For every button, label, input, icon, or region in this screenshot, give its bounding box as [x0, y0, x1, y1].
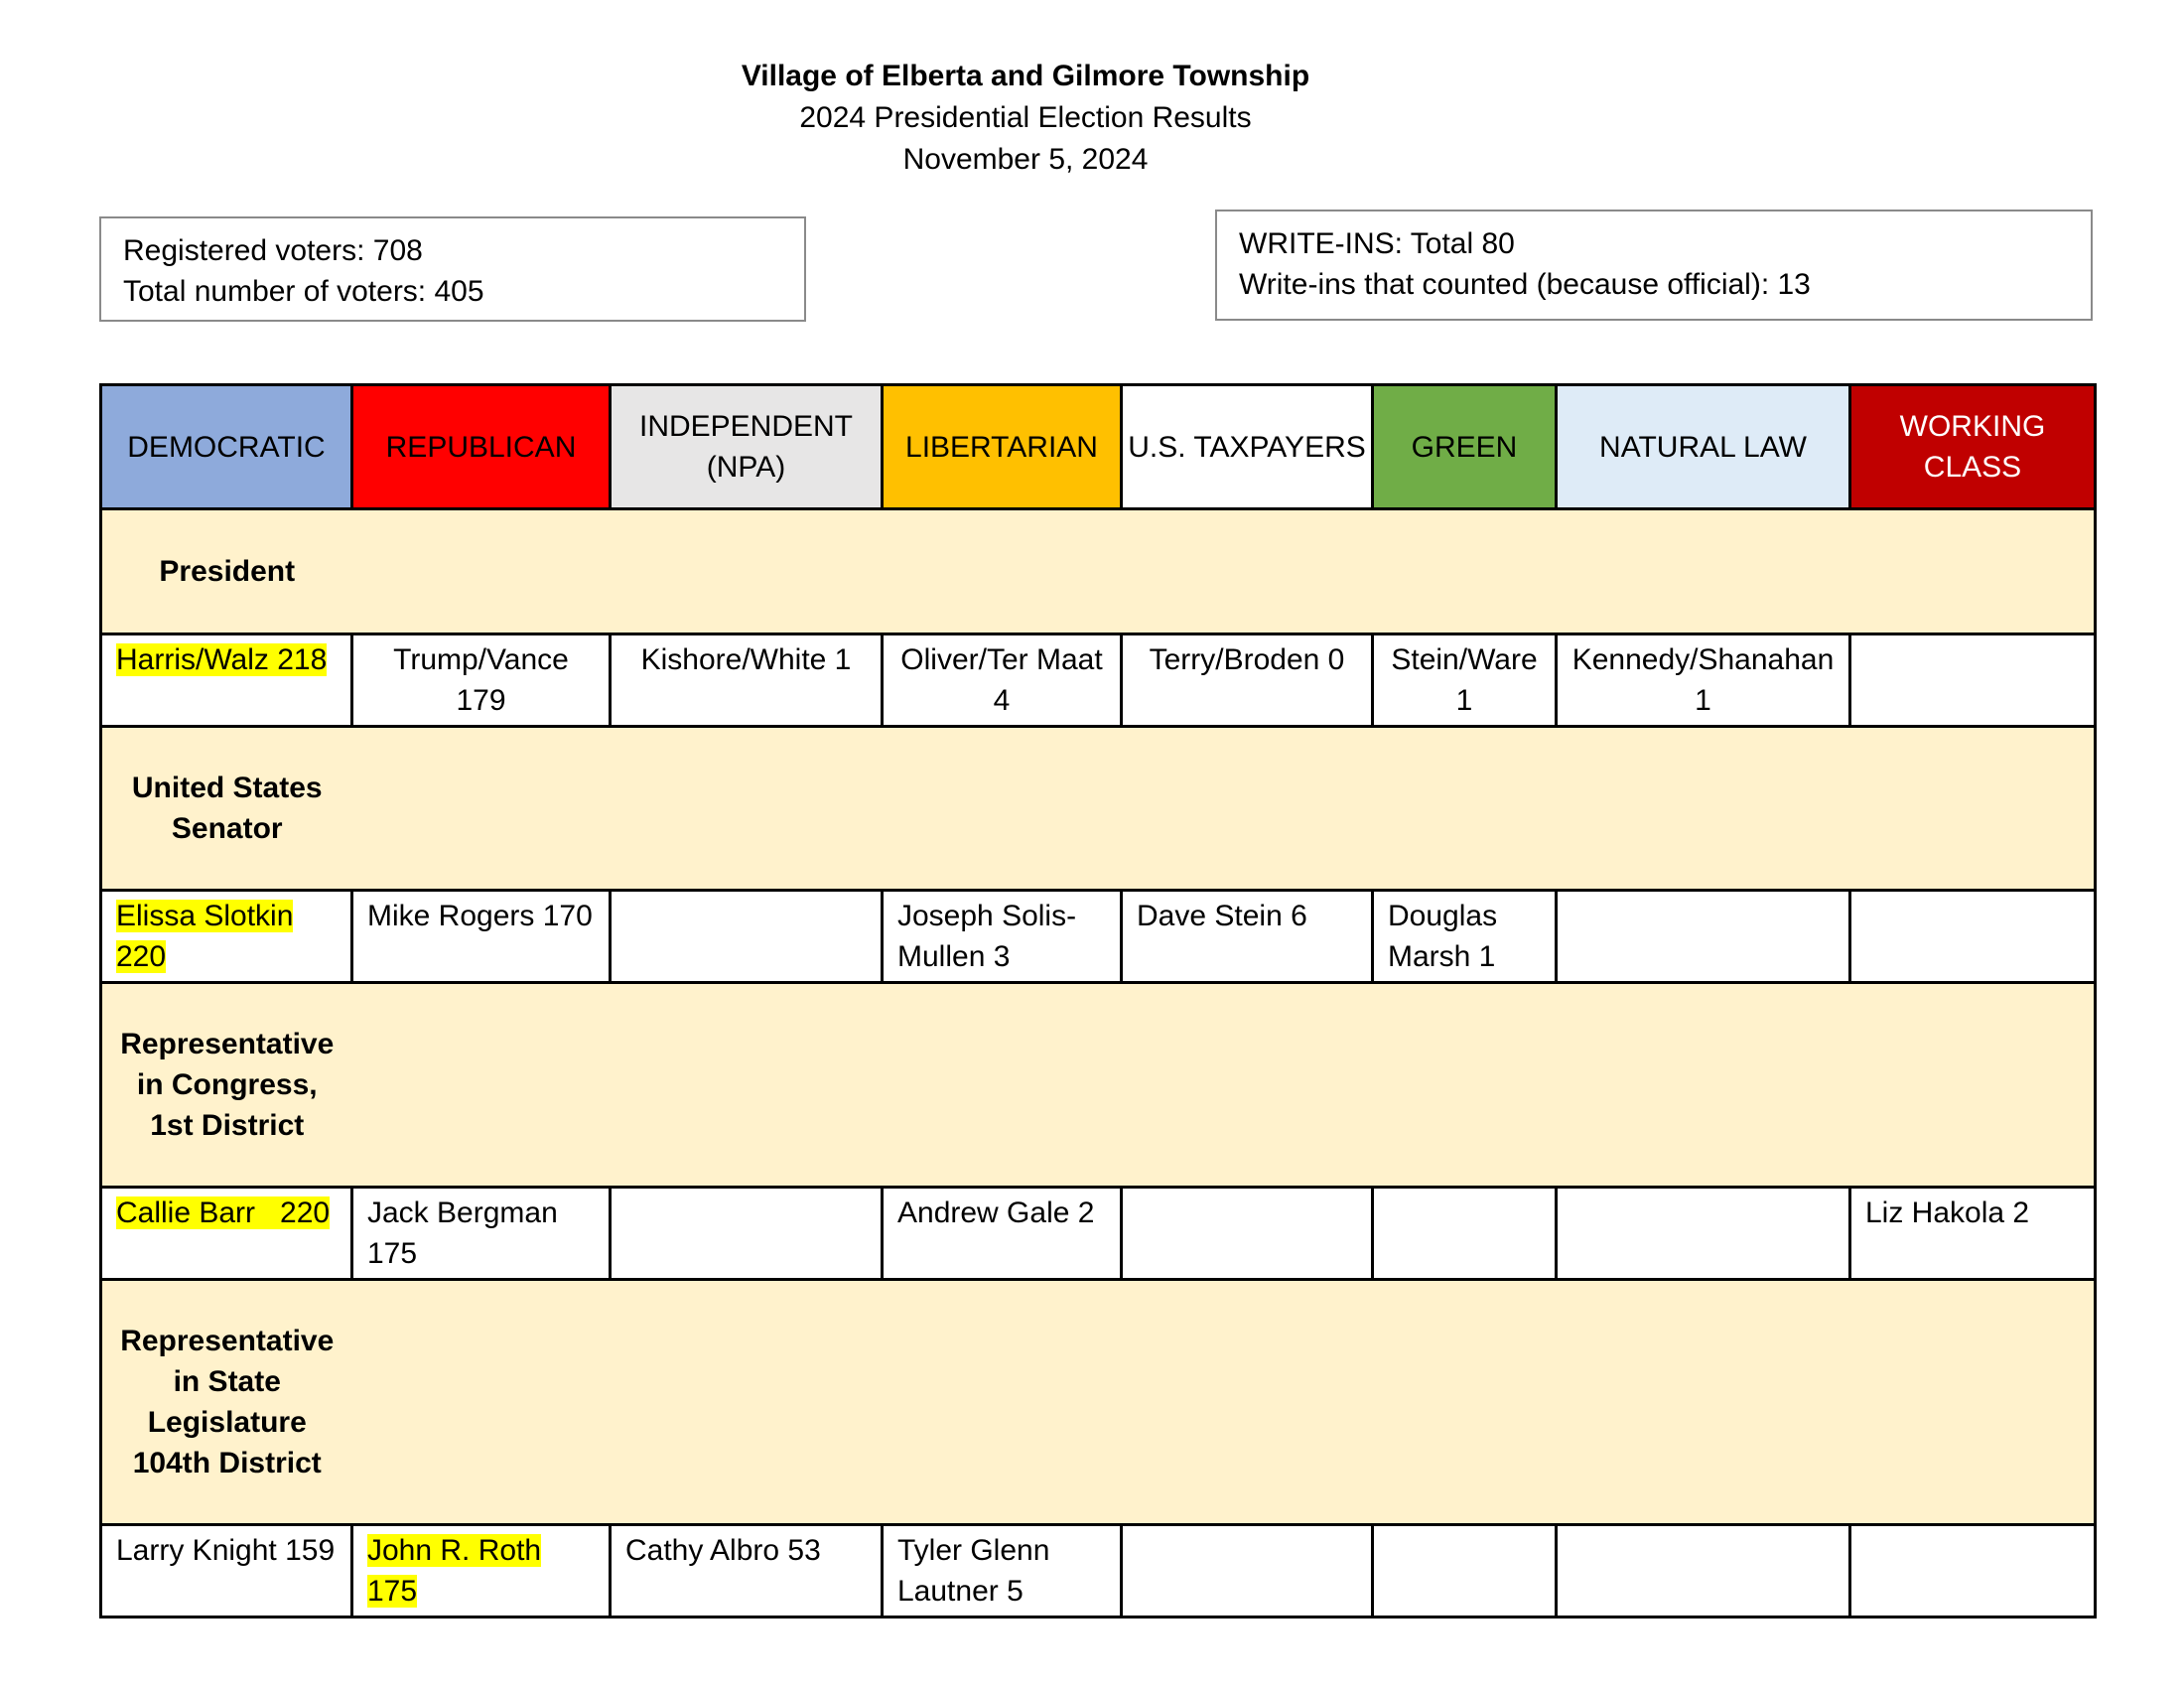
party-header-republican: REPUBLICAN: [352, 385, 611, 509]
winner-highlight: Elissa Slotkin 220: [116, 900, 294, 973]
candidate-cell: Kishore/White 1: [611, 634, 883, 727]
total-voters: Total number of voters: 405: [123, 275, 484, 308]
office-label: Representative in State Legislature 104th District: [101, 1280, 352, 1525]
voter-count-box: [99, 216, 806, 322]
candidate-cell: Oliver/Ter Maat 4: [883, 634, 1122, 727]
candidate-cell: [1373, 1188, 1557, 1280]
candidate-cell: [611, 1188, 883, 1280]
candidate-cell: Terry/Broden 0: [1122, 634, 1373, 727]
party-header-green: GREEN: [1373, 385, 1557, 509]
winner-highlight: John R. Roth 175: [367, 1534, 542, 1608]
winner-highlight: Callie Barr 220: [116, 1196, 331, 1229]
write-ins-counted: Write-ins that counted (because official): 13: [1239, 268, 1811, 301]
candidate-cell: [1557, 1525, 1850, 1618]
write-ins-box: [1215, 210, 2093, 321]
write-ins-total: WRITE-INS: Total 80: [1239, 227, 1515, 260]
candidate-cell: [1122, 1525, 1373, 1618]
candidate-cell: [1850, 1525, 2096, 1618]
candidate-cell: [101, 1188, 352, 1280]
candidate-cell: [1557, 1188, 1850, 1280]
candidate-cell: Douglas Marsh 1: [1373, 891, 1557, 983]
candidate-cell: Tyler Glenn Lautner 5: [883, 1525, 1122, 1618]
candidate-cell: [611, 891, 883, 983]
office-row: [101, 509, 2096, 634]
candidate-cell: Liz Hakola 2: [1850, 1188, 2096, 1280]
candidate-cell: [1850, 891, 2096, 983]
candidate-row: [101, 1525, 2096, 1618]
office-row: [101, 983, 2096, 1188]
candidate-cell: Stein/Ware 1: [1373, 634, 1557, 727]
candidate-cell: Dave Stein 6: [1122, 891, 1373, 983]
office-label: United States Senator: [101, 727, 352, 891]
winner-highlight: Harris/Walz 218: [116, 643, 328, 676]
document-header: [0, 56, 2051, 181]
party-header-independent: INDEPENDENT (NPA): [611, 385, 883, 509]
candidate-cell: [101, 891, 352, 983]
office-row: [101, 1280, 2096, 1525]
candidate-row: [101, 891, 2096, 983]
document-date: November 5, 2024: [902, 143, 1149, 176]
candidate-row: [101, 1188, 2096, 1280]
candidate-cell: [1557, 891, 1850, 983]
party-header-working-class: WORKING CLASS: [1850, 385, 2096, 509]
results-table: [99, 383, 2097, 1618]
candidate-cell: [1850, 634, 2096, 727]
document-subtitle: 2024 Presidential Election Results: [799, 101, 1252, 134]
candidate-cell: Andrew Gale 2: [883, 1188, 1122, 1280]
party-header-us-taxpayers: U.S. TAXPAYERS: [1122, 385, 1373, 509]
party-header-libertarian: LIBERTARIAN: [883, 385, 1122, 509]
candidate-cell: Joseph Solis-Mullen 3: [883, 891, 1122, 983]
office-label: Representative in Congress, 1st District: [101, 983, 352, 1188]
candidate-cell: Larry Knight 159: [101, 1525, 352, 1618]
candidate-cell: Trump/Vance 179: [352, 634, 611, 727]
candidate-cell: Cathy Albro 53: [611, 1525, 883, 1618]
candidate-cell: Kennedy/Shanahan 1: [1557, 634, 1850, 727]
candidate-cell: Mike Rogers 170: [352, 891, 611, 983]
candidate-cell: Jack Bergman 175: [352, 1188, 611, 1280]
office-label: President: [101, 509, 352, 634]
candidate-cell: [1122, 1188, 1373, 1280]
candidate-cell: [101, 634, 352, 727]
candidate-cell: [352, 1525, 611, 1618]
office-row: [101, 727, 2096, 891]
candidate-row: [101, 634, 2096, 727]
party-header-row: [101, 385, 2096, 509]
document-title: Village of Elberta and Gilmore Township: [741, 60, 1310, 92]
registered-voters: Registered voters: 708: [123, 234, 423, 267]
party-header-natural-law: NATURAL LAW: [1557, 385, 1850, 509]
candidate-cell: [1373, 1525, 1557, 1618]
party-header-democratic: DEMOCRATIC: [101, 385, 352, 509]
